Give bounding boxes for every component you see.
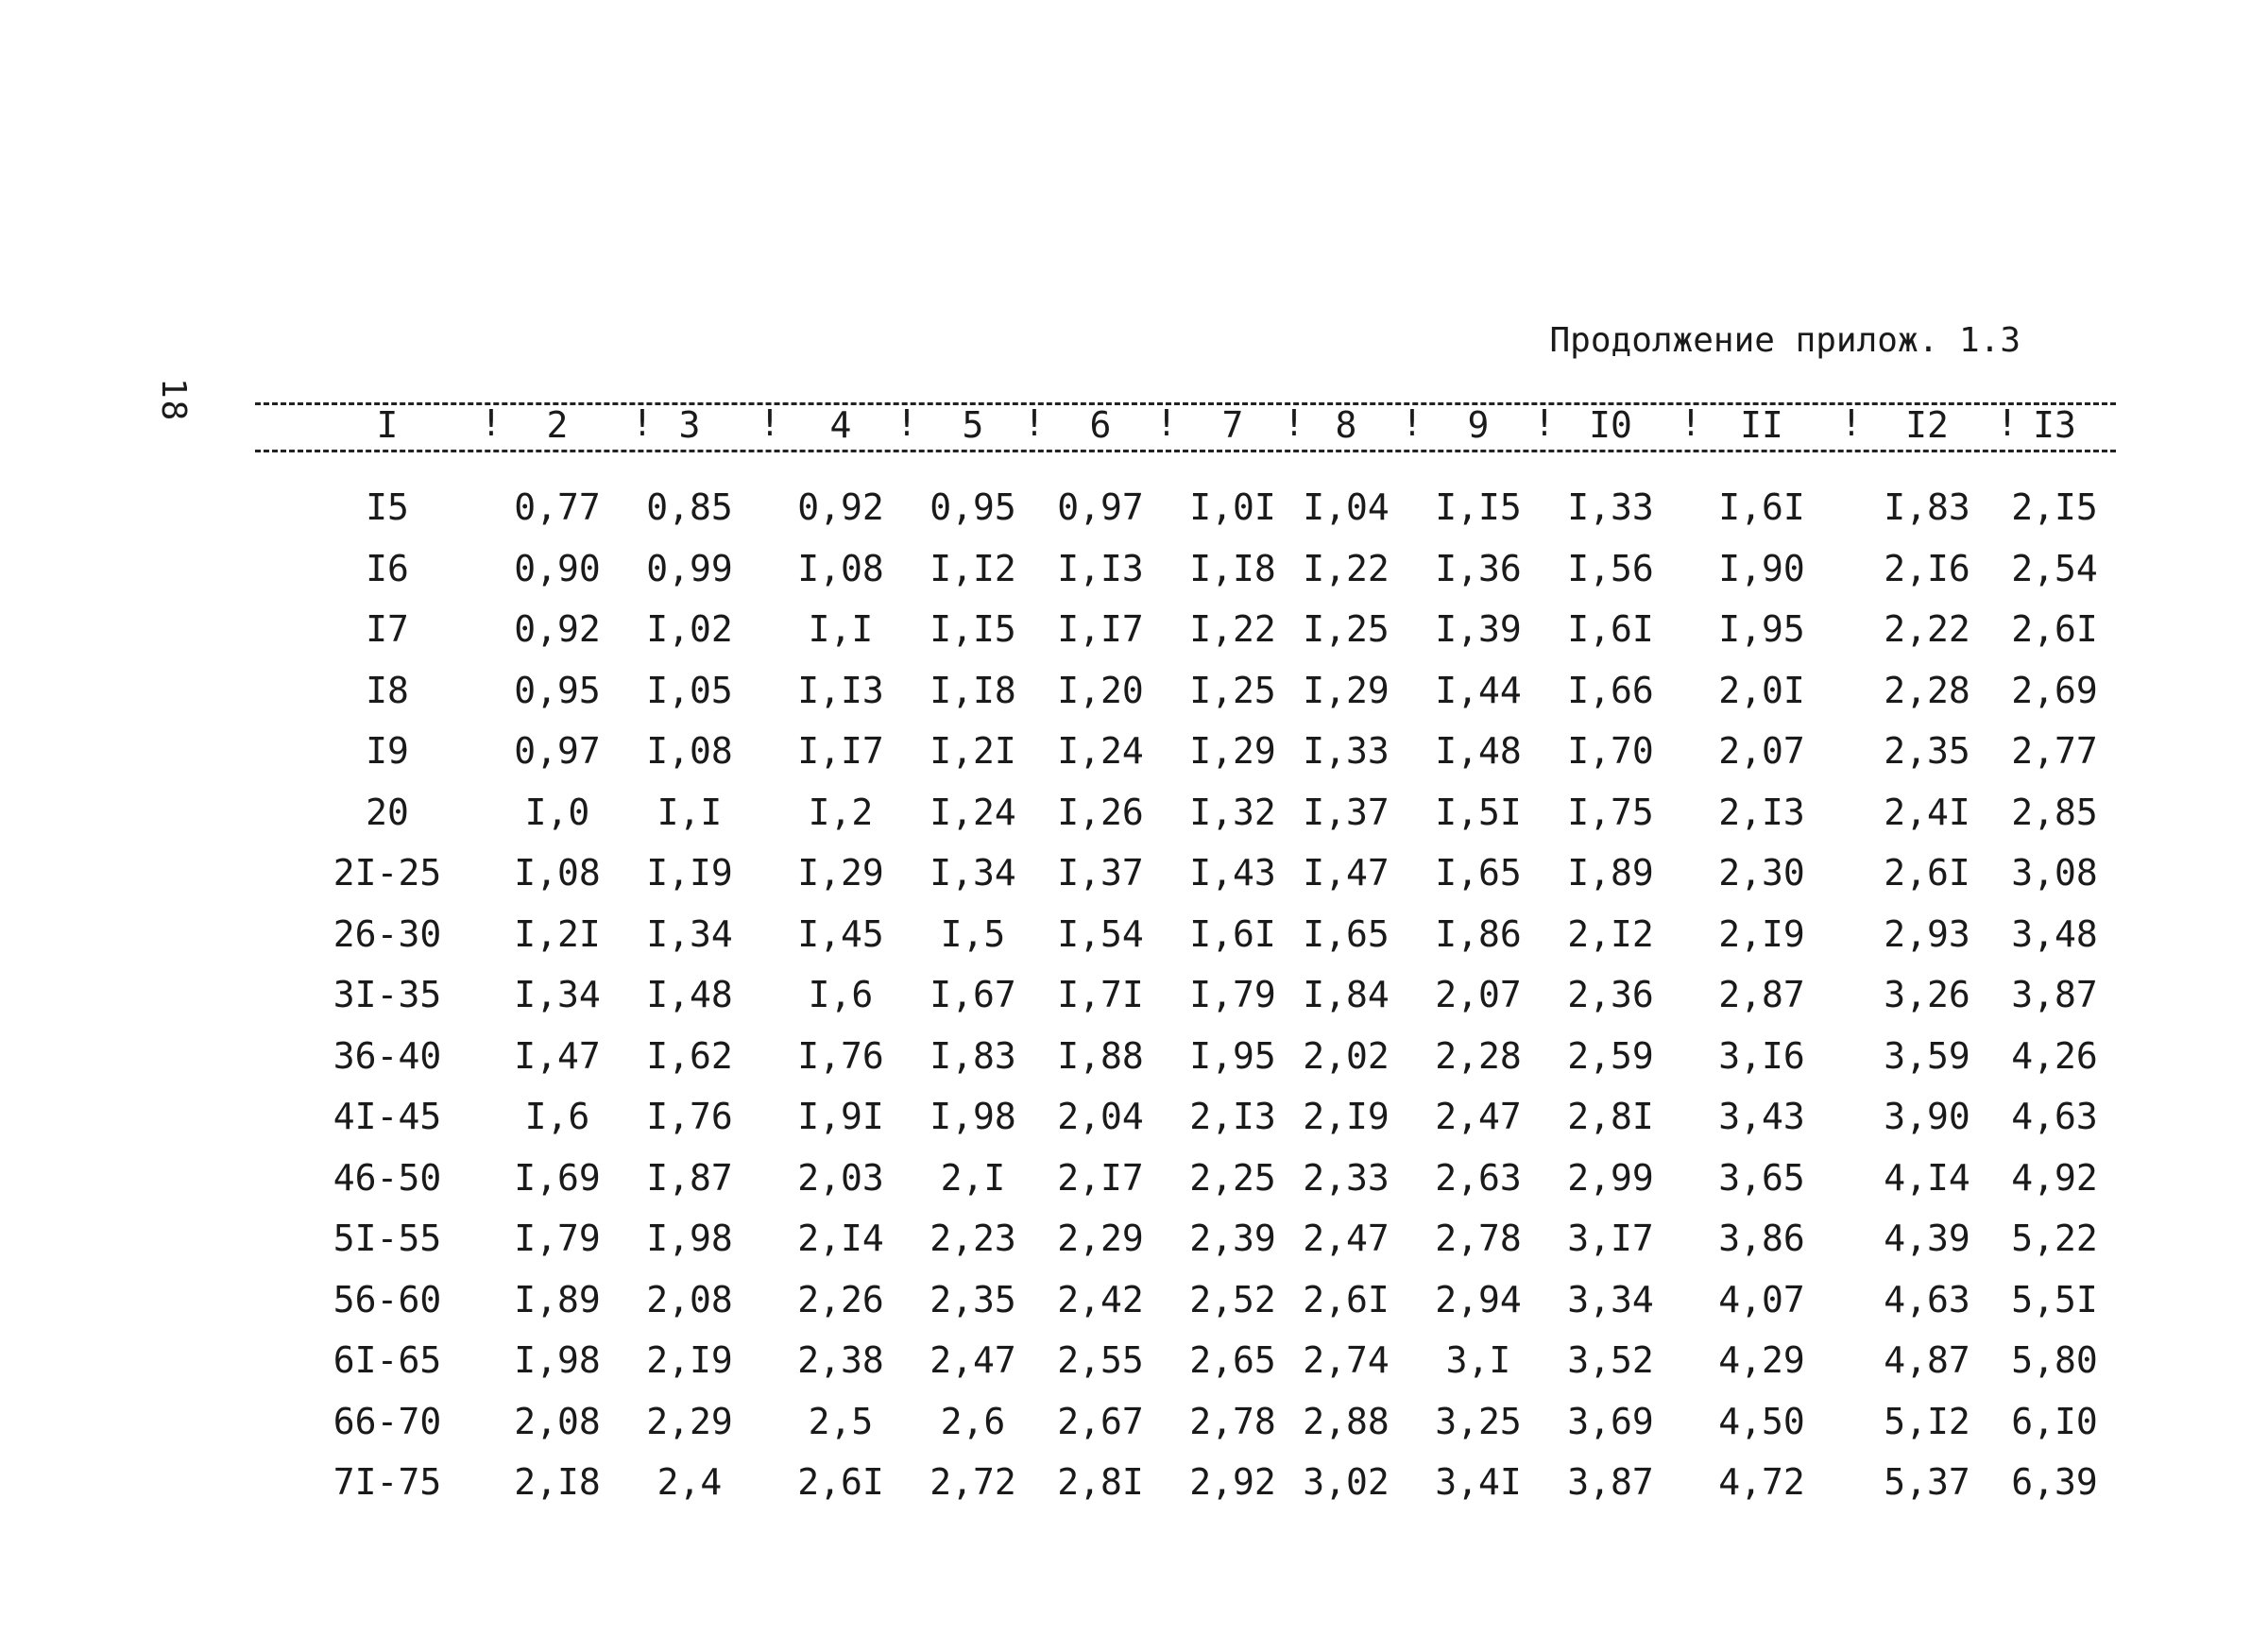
table-cell: 0,99 [646, 547, 733, 589]
table-cell: 2,63 [1435, 1156, 1522, 1199]
table-cell: 2,30 [1718, 852, 1805, 894]
table-cell: I,I9 [646, 852, 733, 894]
table-cell: 2,I6 [1884, 547, 1970, 589]
row-label: I6 [366, 547, 409, 589]
column-header: I3 [2033, 404, 2076, 446]
table-cell: I,6I [1718, 486, 1805, 528]
table-cell: 2,59 [1567, 1034, 1654, 1077]
table-cell: I,6I [1189, 912, 1276, 955]
row-label: 66-70 [333, 1400, 442, 1442]
table-cell: I,I7 [797, 730, 884, 772]
table-cell: I,08 [514, 852, 601, 894]
table-cell: 2,72 [929, 1461, 1016, 1503]
table-row [0, 1035, 2268, 1094]
table-cell: 0,85 [646, 486, 733, 528]
table-cell: 0,90 [514, 547, 601, 589]
column-separator: ! [1680, 402, 1702, 444]
row-label: 3I-35 [333, 974, 442, 1015]
table-cell: 2,38 [797, 1339, 884, 1381]
table-row [0, 1461, 2268, 1520]
column-header: 2 [546, 404, 569, 446]
table-row [0, 548, 2268, 606]
table-cell: I,98 [929, 1096, 1016, 1137]
table-cell: 2,36 [1567, 974, 1654, 1015]
table-cell: I,I [657, 791, 723, 833]
table-row [0, 1096, 2268, 1154]
table-row [0, 913, 2268, 972]
table-cell: I,7I [1057, 974, 1144, 1015]
table-cell: 5,5I [2011, 1278, 2098, 1320]
table-cell: 2,52 [1189, 1278, 1276, 1320]
table-cell: 4,I4 [1884, 1156, 1970, 1199]
column-header: 5 [962, 404, 984, 446]
table-cell: 2,39 [1189, 1218, 1276, 1259]
column-separator: ! [480, 402, 503, 444]
table-cell: 2,08 [646, 1278, 733, 1320]
table-cell: 3,26 [1884, 974, 1970, 1015]
table-cell: 2,I9 [1303, 1096, 1390, 1137]
column-header: I [376, 404, 399, 446]
table-cell: I,69 [514, 1156, 601, 1199]
column-header: 4 [829, 404, 852, 446]
table-cell: I,36 [1435, 547, 1522, 589]
table-cell: I,I3 [1057, 547, 1144, 589]
row-label: 20 [366, 791, 409, 833]
column-separator: ! [895, 402, 918, 444]
row-label: 56-60 [333, 1278, 442, 1320]
column-header: 9 [1467, 404, 1490, 446]
table-cell: I,0 [524, 791, 590, 833]
column-header: I2 [1905, 404, 1949, 446]
table-cell: 3,52 [1567, 1339, 1654, 1381]
table-cell: 2,69 [2011, 669, 2098, 711]
column-header: 7 [1221, 404, 1244, 446]
table-cell: 4,72 [1718, 1461, 1805, 1503]
table-cell: I,47 [514, 1034, 601, 1077]
table-cell: 2,26 [797, 1278, 884, 1320]
table-cell: I,54 [1057, 912, 1144, 955]
table-cell: 2,47 [1303, 1218, 1390, 1259]
table-cell: 3,87 [1567, 1461, 1654, 1503]
row-label: I7 [366, 608, 409, 650]
table-cell: 2,55 [1057, 1339, 1144, 1381]
table-cell: I,I2 [929, 547, 1016, 589]
table-cell: 2,I9 [646, 1339, 733, 1381]
table-row [0, 1218, 2268, 1276]
table-cell: I,48 [646, 974, 733, 1015]
table-cell: 2,22 [1884, 608, 1970, 650]
table-cell: I,47 [1303, 852, 1390, 894]
table-cell: 2,33 [1303, 1156, 1390, 1199]
table-cell: 2,78 [1189, 1400, 1276, 1442]
table-cell: 2,67 [1057, 1400, 1144, 1442]
table-cell: 3,69 [1567, 1400, 1654, 1442]
table-cell: I,29 [797, 852, 884, 894]
table-cell: 2,54 [2011, 547, 2098, 589]
table-cell: I,76 [646, 1096, 733, 1137]
table-cell: 0,97 [514, 730, 601, 772]
table-cell: I,95 [1189, 1034, 1276, 1077]
table-cell: 3,87 [2011, 974, 2098, 1015]
table-cell: 4,92 [2011, 1156, 2098, 1199]
table-cell: 6,39 [2011, 1461, 2098, 1503]
table-cell: I,22 [1303, 547, 1390, 589]
table-cell: I,I8 [1189, 547, 1276, 589]
table-cell: 2,I [940, 1156, 1006, 1199]
continuation-label: Продолжение прилож. 1.3 [1549, 321, 2021, 360]
table-cell: 6,I0 [2011, 1400, 2098, 1442]
table-cell: 2,6I [2011, 608, 2098, 650]
table-cell: 3,I6 [1718, 1034, 1805, 1077]
table-row [0, 1401, 2268, 1459]
table-cell: I,26 [1057, 791, 1144, 833]
table-cell: I,25 [1189, 669, 1276, 711]
table-cell: 2,I7 [1057, 1156, 1144, 1199]
table-cell: 4,39 [1884, 1218, 1970, 1259]
table-cell: I,I3 [797, 669, 884, 711]
column-header: 6 [1089, 404, 1112, 446]
table-cell: 2,78 [1435, 1218, 1522, 1259]
table-cell: 2,88 [1303, 1400, 1390, 1442]
column-separator: ! [1283, 402, 1305, 444]
table-cell: I,67 [929, 974, 1016, 1015]
table-cell: 2,07 [1435, 974, 1522, 1015]
header-top-rule [255, 402, 2116, 405]
table-cell: I,I5 [929, 608, 1016, 650]
row-label: I9 [366, 730, 409, 772]
table-cell: I,22 [1189, 608, 1276, 650]
table-cell: 3,48 [2011, 912, 2098, 955]
table-cell: 2,I4 [797, 1218, 884, 1259]
column-separator: ! [1533, 402, 1556, 444]
table-cell: 2,8I [1057, 1461, 1144, 1503]
table-cell: I,37 [1057, 852, 1144, 894]
table-cell: 2,99 [1567, 1156, 1654, 1199]
table-cell: 2,35 [929, 1278, 1016, 1320]
table-cell: 3,08 [2011, 852, 2098, 894]
table-cell: 2,4I [1884, 791, 1970, 833]
table-row [0, 974, 2268, 1032]
table-cell: I,98 [646, 1218, 733, 1259]
table-cell: 2,6I [1303, 1278, 1390, 1320]
table-cell: 0,77 [514, 486, 601, 528]
table-cell: I,29 [1189, 730, 1276, 772]
table-cell: 2,93 [1884, 912, 1970, 955]
table-cell: I,84 [1303, 974, 1390, 1015]
table-cell: I,65 [1435, 852, 1522, 894]
header-bottom-rule [255, 450, 2116, 452]
table-cell: I,88 [1057, 1034, 1144, 1077]
table-cell: I,I8 [929, 669, 1016, 711]
table-cell: I,87 [646, 1156, 733, 1199]
table-cell: I,34 [514, 974, 601, 1015]
table-cell: I,6 [524, 1096, 590, 1137]
table-cell: I,79 [514, 1218, 601, 1259]
table-cell: 3,02 [1303, 1461, 1390, 1503]
table-cell: I,I [808, 608, 874, 650]
table-cell: I,95 [1718, 608, 1805, 650]
table-cell: 2,03 [797, 1156, 884, 1199]
table-cell: 4,07 [1718, 1278, 1805, 1320]
table-cell: 2,04 [1057, 1096, 1144, 1137]
table-cell: 2,I3 [1718, 791, 1805, 833]
page-number: 18 [154, 378, 193, 423]
table-cell: I,20 [1057, 669, 1144, 711]
table-cell: 2,I2 [1567, 912, 1654, 955]
row-label: I8 [366, 669, 409, 711]
table-cell: I,32 [1189, 791, 1276, 833]
table-cell: 2,8I [1567, 1096, 1654, 1137]
table-cell: 2,47 [929, 1339, 1016, 1381]
table-cell: I,I7 [1057, 608, 1144, 650]
table-cell: I,39 [1435, 608, 1522, 650]
table-cell: I,0I [1189, 486, 1276, 528]
table-row [0, 792, 2268, 850]
table-cell: I,48 [1435, 730, 1522, 772]
table-cell: 2,07 [1718, 730, 1805, 772]
table-cell: I,29 [1303, 669, 1390, 711]
table-cell: I,02 [646, 608, 733, 650]
table-row [0, 852, 2268, 911]
table-cell: 2,65 [1189, 1339, 1276, 1381]
table-cell: 0,92 [514, 608, 601, 650]
table-cell: I,86 [1435, 912, 1522, 955]
table-row [0, 608, 2268, 667]
table-cell: I,5I [1435, 791, 1522, 833]
row-label: 36-40 [333, 1034, 442, 1077]
column-separator: ! [1023, 402, 1046, 444]
row-label: 6I-65 [333, 1339, 442, 1381]
table-cell: 2,94 [1435, 1278, 1522, 1320]
table-cell: 2,23 [929, 1218, 1016, 1259]
table-cell: 0,95 [514, 669, 601, 711]
table-cell: 3,86 [1718, 1218, 1805, 1259]
table-cell: 2,I8 [514, 1461, 601, 1503]
table-cell: I,45 [797, 912, 884, 955]
table-cell: 3,90 [1884, 1096, 1970, 1137]
table-cell: 5,37 [1884, 1461, 1970, 1503]
table-cell: 2,29 [1057, 1218, 1144, 1259]
column-separator: ! [1996, 402, 2019, 444]
table-cell: 2,28 [1435, 1034, 1522, 1077]
table-cell: I,98 [514, 1339, 601, 1381]
table-row [0, 1157, 2268, 1216]
table-cell: 3,4I [1435, 1461, 1522, 1503]
table-cell: 4,63 [2011, 1096, 2098, 1137]
table-cell: I,24 [929, 791, 1016, 833]
table-cell: 3,43 [1718, 1096, 1805, 1137]
table-cell: 2,25 [1189, 1156, 1276, 1199]
table-row [0, 1279, 2268, 1337]
table-cell: I,44 [1435, 669, 1522, 711]
table-cell: I,04 [1303, 486, 1390, 528]
table-row [0, 1339, 2268, 1398]
table-cell: 2,I5 [2011, 486, 2098, 528]
table-cell: 2,5 [808, 1400, 874, 1442]
table-cell: I,56 [1567, 547, 1654, 589]
row-label: 7I-75 [333, 1461, 442, 1503]
table-cell: I,75 [1567, 791, 1654, 833]
table-cell: 2,02 [1303, 1034, 1390, 1077]
table-cell: 5,22 [2011, 1218, 2098, 1259]
table-cell: I,43 [1189, 852, 1276, 894]
table-cell: I,33 [1567, 486, 1654, 528]
table-cell: I,2I [514, 912, 601, 955]
row-label: 26-30 [333, 912, 442, 955]
table-cell: 3,25 [1435, 1400, 1522, 1442]
table-row [0, 670, 2268, 728]
table-cell: I,25 [1303, 608, 1390, 650]
table-cell: 4,50 [1718, 1400, 1805, 1442]
table-cell: 2,85 [2011, 791, 2098, 833]
table-cell: I,34 [929, 852, 1016, 894]
table-cell: I,83 [929, 1034, 1016, 1077]
row-label: 4I-45 [333, 1096, 442, 1137]
table-cell: I,2 [808, 791, 874, 833]
table-cell: I,5 [940, 912, 1006, 955]
table-cell: 0,95 [929, 486, 1016, 528]
column-header: II [1740, 404, 1783, 446]
row-label: 46-50 [333, 1156, 442, 1199]
table-cell: 2,35 [1884, 730, 1970, 772]
table-cell: I,66 [1567, 669, 1654, 711]
table-cell: 0,92 [797, 486, 884, 528]
table-cell: 2,42 [1057, 1278, 1144, 1320]
table-cell: I,37 [1303, 791, 1390, 833]
column-separator: ! [1401, 402, 1424, 444]
table-cell: 5,80 [2011, 1339, 2098, 1381]
table-cell: I,05 [646, 669, 733, 711]
column-header: 3 [678, 404, 701, 446]
table-cell: 2,4 [657, 1461, 723, 1503]
table-cell: I,2I [929, 730, 1016, 772]
table-cell: 4,26 [2011, 1034, 2098, 1077]
table-cell: 5,I2 [1884, 1400, 1970, 1442]
table-cell: I,6 [808, 974, 874, 1015]
column-header: 8 [1335, 404, 1357, 446]
table-cell: 3,I [1445, 1339, 1511, 1381]
table-cell: I,08 [797, 547, 884, 589]
table-cell: 3,I7 [1567, 1218, 1654, 1259]
table-cell: I,9I [797, 1096, 884, 1137]
table-cell: 3,59 [1884, 1034, 1970, 1077]
table-cell: I,89 [1567, 852, 1654, 894]
table-cell: 4,29 [1718, 1339, 1805, 1381]
table-cell: I,6I [1567, 608, 1654, 650]
table-cell: 2,0I [1718, 669, 1805, 711]
table-cell: I,34 [646, 912, 733, 955]
table-cell: 2,92 [1189, 1461, 1276, 1503]
table-cell: 2,6I [1884, 852, 1970, 894]
table-cell: 2,87 [1718, 974, 1805, 1015]
column-header: I0 [1589, 404, 1632, 446]
table-header [255, 397, 2116, 457]
table-cell: 2,I9 [1718, 912, 1805, 955]
table-cell: I,79 [1189, 974, 1276, 1015]
table-cell: I,65 [1303, 912, 1390, 955]
table-cell: 2,6 [940, 1400, 1006, 1442]
table-cell: 2,74 [1303, 1339, 1390, 1381]
table-row [0, 730, 2268, 789]
table-cell: 2,77 [2011, 730, 2098, 772]
table-cell: I,I5 [1435, 486, 1522, 528]
table-cell: 2,28 [1884, 669, 1970, 711]
table-cell: I,83 [1884, 486, 1970, 528]
table-cell: I,90 [1718, 547, 1805, 589]
table-cell: I,08 [646, 730, 733, 772]
table-cell: I,89 [514, 1278, 601, 1320]
table-cell: I,24 [1057, 730, 1144, 772]
table-cell: 4,87 [1884, 1339, 1970, 1381]
table-cell: 3,34 [1567, 1278, 1654, 1320]
table-cell: 4,63 [1884, 1278, 1970, 1320]
table-cell: 3,65 [1718, 1156, 1805, 1199]
column-separator: ! [1840, 402, 1863, 444]
column-separator: ! [631, 402, 654, 444]
column-separator: ! [1155, 402, 1178, 444]
row-label: 2I-25 [333, 852, 442, 894]
column-separator: ! [759, 402, 781, 444]
table-row [0, 486, 2268, 545]
table-cell: 2,6I [797, 1461, 884, 1503]
row-label: 5I-55 [333, 1218, 442, 1259]
table-cell: 2,47 [1435, 1096, 1522, 1137]
table-cell: 0,97 [1057, 486, 1144, 528]
table-cell: 2,29 [646, 1400, 733, 1442]
table-cell: I,70 [1567, 730, 1654, 772]
row-label: I5 [366, 486, 409, 528]
table-cell: I,62 [646, 1034, 733, 1077]
table-cell: I,33 [1303, 730, 1390, 772]
table-cell: 2,I3 [1189, 1096, 1276, 1137]
table-cell: 2,08 [514, 1400, 601, 1442]
table-cell: I,76 [797, 1034, 884, 1077]
